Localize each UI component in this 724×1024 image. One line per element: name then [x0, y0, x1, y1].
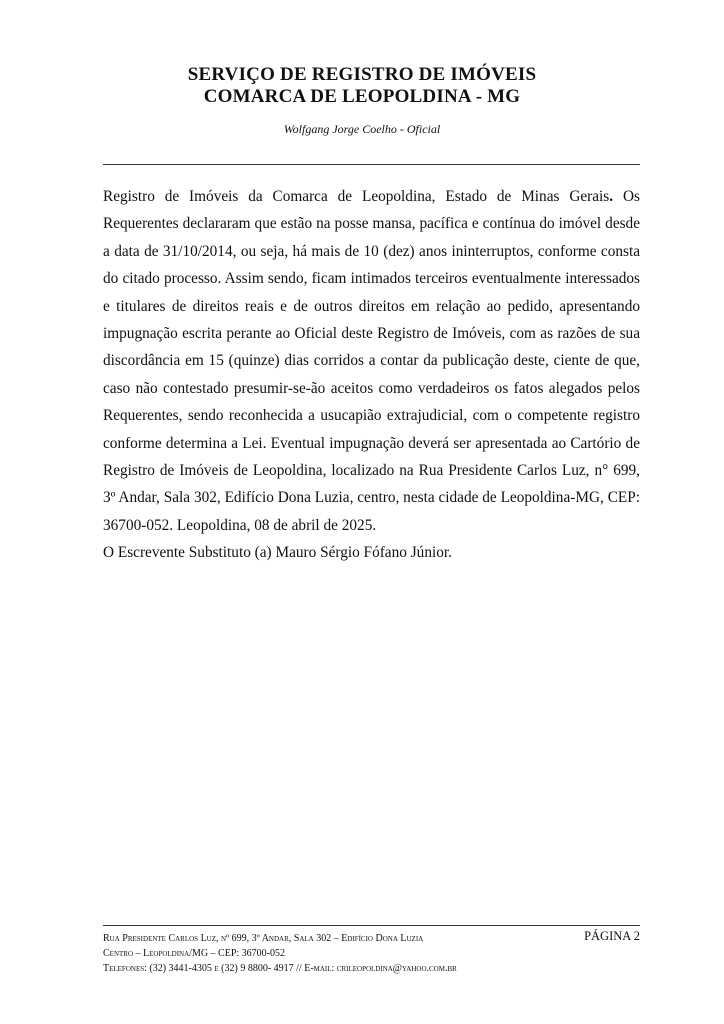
- notice-bold-period: .: [609, 188, 614, 205]
- notice-body: [103, 183, 640, 567]
- footer-divider: [103, 925, 640, 926]
- document-footer: [103, 931, 640, 976]
- page-number: PÁGINA 2: [584, 929, 640, 943]
- office-title: SERVIÇO DE REGISTRO DE IMÓVEIS: [187, 64, 537, 85]
- district-title: COMARCA DE LEOPOLDINA - MG: [203, 86, 521, 107]
- header-divider: [103, 164, 640, 165]
- footer-contact-line: Telefones: (32) 3441-4305 e (32) 9 8800- 4917 // E-mail: crileopoldina@yahoo.com.br: [103, 963, 457, 974]
- notice-paragraph: [103, 183, 640, 539]
- notice-signature: O Escrevente Substituto (a) Mauro Sérgio Fófano Júnior.: [103, 544, 452, 562]
- footer-address-line: Rua Presidente Carlos Luz, nº 699, 3º Andar, Sala 302 – Edifício Dona Luzia: [103, 933, 424, 944]
- notice-text-main: Os Requerentes declararam que estão na posse mansa, pacífica e contínua do imóvel desde a data de 31/10/2014, ou seja, há mais de 10 (dez) anos ininterruptos, conforme consta do citado processo. Assim sendo, ficam intimados terceiros eventualmente interessados e titulares de direitos reais e de outros direitos em relação ao pedido, apresentando impugnação escrita perante ao Oficial deste Registro de Imóveis, com as razões de sua discordância em 15 (quinze) dias corridos a contar da publicação deste, ciente de que, caso não contestado presumir-se-ão aceitos como verdadeiros os fatos alegados pelos Requerentes, sendo reconhecida a usucapião extrajudicial, com o competente registro conforme determina a Lei. Eventual impugnação deverá ser apresentada ao Cartório de Registro de Imóveis de Leopoldina, localizado na Rua Presidente Carlos Luz, n° 699, 3º Andar, Sala 302, Edifício Dona Luzia, centro, nesta cidade de Leopoldina-MG, CEP: 36700-052. Leopoldina, 08 de abril de 2025.: [103, 188, 640, 534]
- footer-city-line: Centro – Leopoldina/MG – CEP: 36700-052: [103, 948, 286, 959]
- officer-subtitle: Wolfgang Jorge Coelho - Oficial: [283, 122, 441, 136]
- notice-text-intro: Registro de Imóveis da Comarca de Leopoldina, Estado de Minas Gerais: [103, 188, 610, 205]
- document-header: [0, 64, 724, 136]
